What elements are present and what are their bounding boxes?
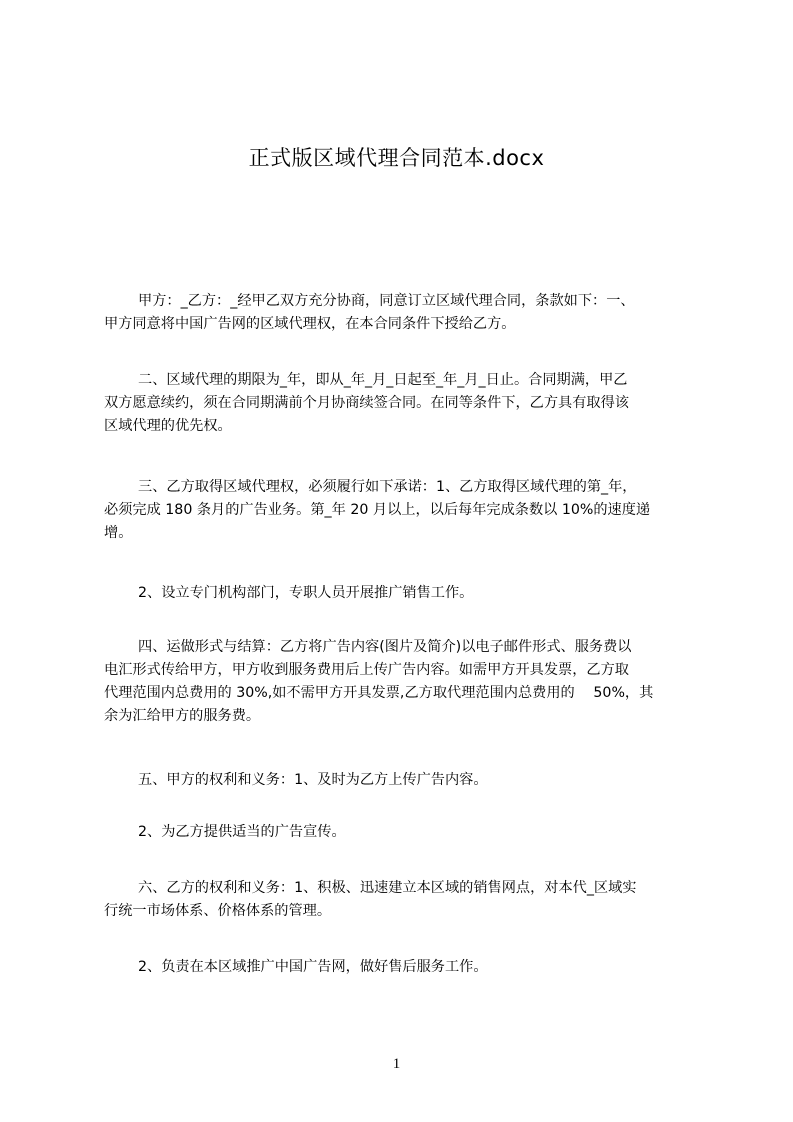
paragraph-9 — [104, 956, 700, 979]
paragraph-line: 六、乙方的权利和义务：1、积极、迅速建立本区域的销售网点，对本代_区域实 — [138, 880, 637, 896]
page-number: 1 — [392, 1056, 401, 1072]
paragraph-5 — [104, 636, 700, 728]
paragraph-3 — [104, 476, 700, 545]
paragraph-line: 必须完成 180 条月的广告业务。第_年 20 月以上，以后每年完成条数以 10%的速度递 — [104, 502, 651, 518]
paragraph-line: 代理范围内总费用的 30%,如不需甲方开具发票,乙方取代理范围内总费用的 50%，其 — [104, 685, 654, 701]
paragraph-line: 电汇形式传给甲方，甲方收到服务费用后上传广告内容。如需甲方开具发票，乙方取 — [104, 662, 629, 678]
document-title: 正式版区域代理合同范本.docx — [248, 146, 545, 170]
paragraph-line: 2、为乙方提供适当的广告宣传。 — [138, 824, 346, 840]
paragraph-4 — [104, 582, 700, 605]
paragraph-8 — [104, 877, 700, 923]
paragraph-line: 五、甲方的权利和义务：1、及时为乙方上传广告内容。 — [138, 772, 488, 788]
paragraph-line: 余为汇给甲方的服务费。 — [104, 708, 261, 724]
paragraph-line: 增。 — [104, 525, 133, 541]
paragraph-line: 2、设立专门机构部门，专职人员开展推广销售工作。 — [138, 585, 474, 601]
paragraph-line: 甲方同意将中国广告网的区域代理权，在本合同条件下授给乙方。 — [104, 316, 516, 332]
paragraph-line: 二、区域代理的期限为_年，即从_年_月_日起至_年_月_日止。合同期满，甲乙 — [138, 372, 628, 388]
paragraph-2 — [104, 369, 700, 438]
paragraph-line: 四、运做形式与结算：乙方将广告内容(图片及简介)以电子邮件形式、服务费以 — [138, 639, 632, 655]
paragraph-line: 行统一市场体系、价格体系的管理。 — [104, 903, 332, 919]
paragraph-line: 甲方：_乙方：_经甲乙双方充分协商，同意订立区域代理合同，条款如下：一、 — [138, 293, 635, 309]
paragraph-7 — [104, 821, 700, 844]
paragraph-line: 双方愿意续约，须在合同期满前个月协商续签合同。在同等条件下，乙方具有取得该 — [104, 395, 629, 411]
paragraph-line: 三、乙方取得区域代理权，必须履行如下承诺：1、乙方取得区域代理的第_年， — [138, 479, 637, 495]
paragraph-line: 2、负责在本区域推广中国广告网，做好售后服务工作。 — [138, 959, 488, 975]
paragraph-1 — [104, 290, 700, 336]
paragraph-6 — [104, 769, 700, 792]
paragraph-line: 区域代理的优先权。 — [104, 418, 232, 434]
